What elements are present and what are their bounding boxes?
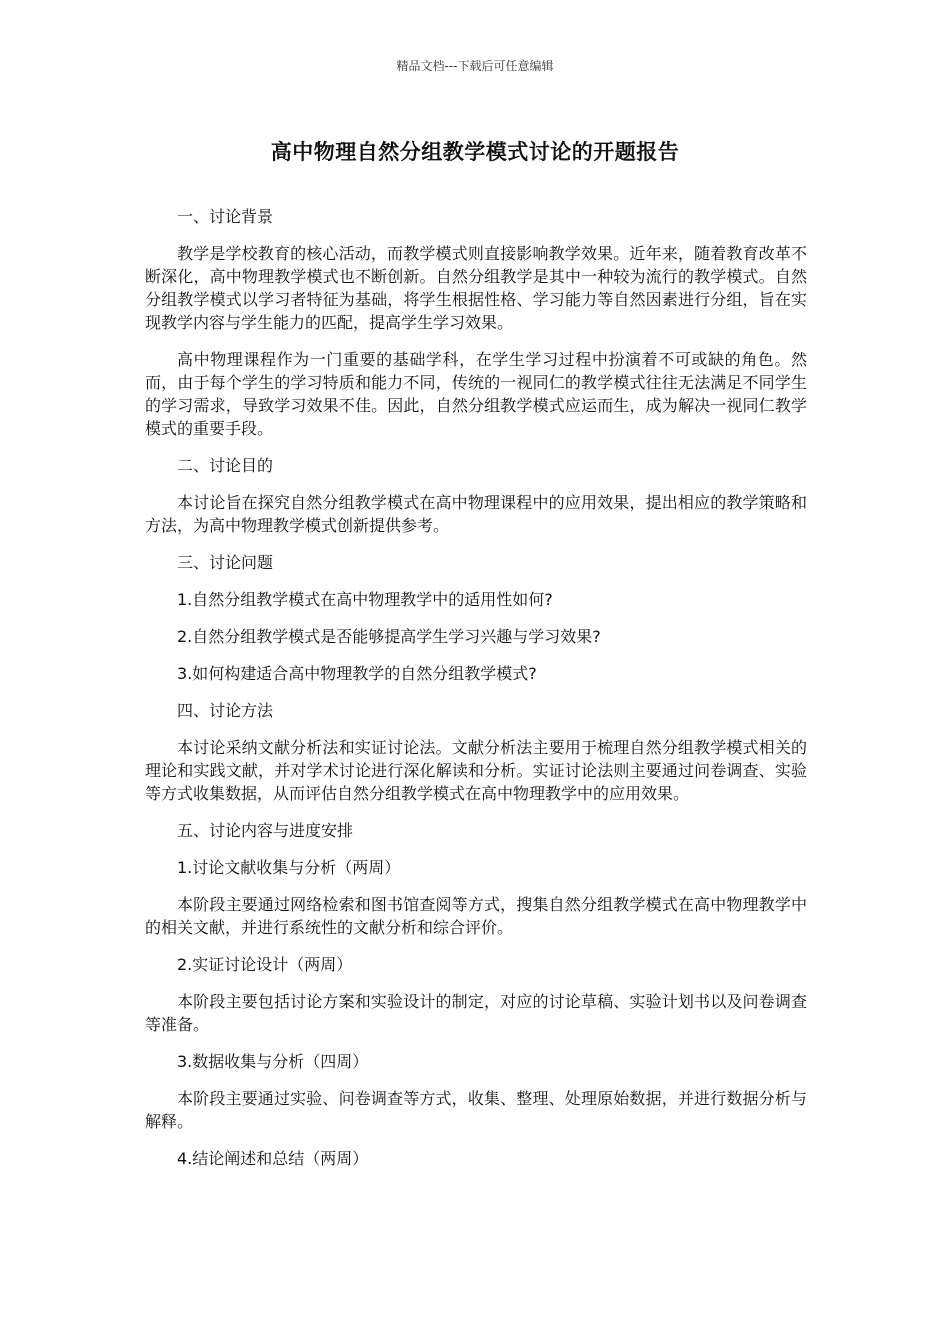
list-item: 3.如何构建适合高中物理教学的自然分组教学模式?	[177, 664, 537, 683]
schedule-item: 3.数据收集与分析（四周）	[177, 1052, 369, 1071]
paragraph: 本讨论旨在探究自然分组教学模式在高中物理课程中的应用效果，提出相应的教学策略和方法，为高中物理教学模式创新提供参考。	[145, 493, 807, 535]
paragraph: 本阶段主要包括讨论方案和实验设计的制定，对应的讨论草稿、实验计划书以及问卷调查等准备。	[145, 992, 807, 1034]
paragraph: 本阶段主要通过实验、问卷调查等方式，收集、整理、处理原始数据，并进行数据分析与解释。	[145, 1089, 807, 1131]
list-item: 2.自然分组教学模式是否能够提高学生学习兴趣与学习效果?	[177, 627, 601, 646]
document-body	[145, 205, 807, 1184]
section-heading-schedule: 五、讨论内容与进度安排	[177, 821, 354, 840]
schedule-item: 1.讨论文献收集与分析（两周）	[177, 858, 401, 877]
list-item: 1.自然分组教学模式在高中物理教学中的适用性如何?	[177, 590, 553, 609]
section-heading-background: 一、讨论背景	[177, 207, 274, 226]
section-heading-purpose: 二、讨论目的	[177, 456, 274, 475]
paragraph: 高中物理课程作为一门重要的基础学科，在学生学习过程中扮演着不可或缺的角色。然而，由于每个学生的学习特质和能力不同，传统的一视同仁的教学模式往往无法满足不同学生的学习需求，导致学习效果不佳。因此，自然分组教学模式应运而生，成为解决一视同仁教学模式的重要手段。	[145, 350, 807, 438]
paragraph: 本阶段主要通过网络检索和图书馆查阅等方式，搜集自然分组教学模式在高中物理教学中的相关文献，并进行系统性的文献分析和综合评价。	[145, 895, 807, 937]
document-title: 高中物理自然分组教学模式讨论的开题报告	[270, 140, 680, 164]
paragraph: 教学是学校教育的核心活动，而教学模式则直接影响教学效果。近年来，随着教育改革不断深化，高中物理教学模式也不断创新。自然分组教学是其中一种较为流行的教学模式。自然分组教学模式以学习者特征为基础，将学生根据性格、学习能力等自然因素进行分组，旨在实现教学内容与学生能力的匹配，提高学生学习效果。	[145, 244, 807, 332]
section-heading-questions: 三、讨论问题	[177, 553, 274, 572]
section-heading-methods: 四、讨论方法	[177, 701, 274, 720]
paragraph: 本讨论采纳文献分析法和实证讨论法。文献分析法主要用于梳理自然分组教学模式相关的理论和实践文献，并对学术讨论进行深化解读和分析。实证讨论法则主要通过问卷调查、实验等方式收集数据，从而评估自然分组教学模式在高中物理教学中的应用效果。	[145, 738, 807, 803]
schedule-item: 2.实证讨论设计（两周）	[177, 955, 353, 974]
schedule-item: 4.结论阐述和总结（两周）	[177, 1149, 369, 1168]
page-header: 精品文档---下载后可任意编辑	[396, 59, 554, 73]
